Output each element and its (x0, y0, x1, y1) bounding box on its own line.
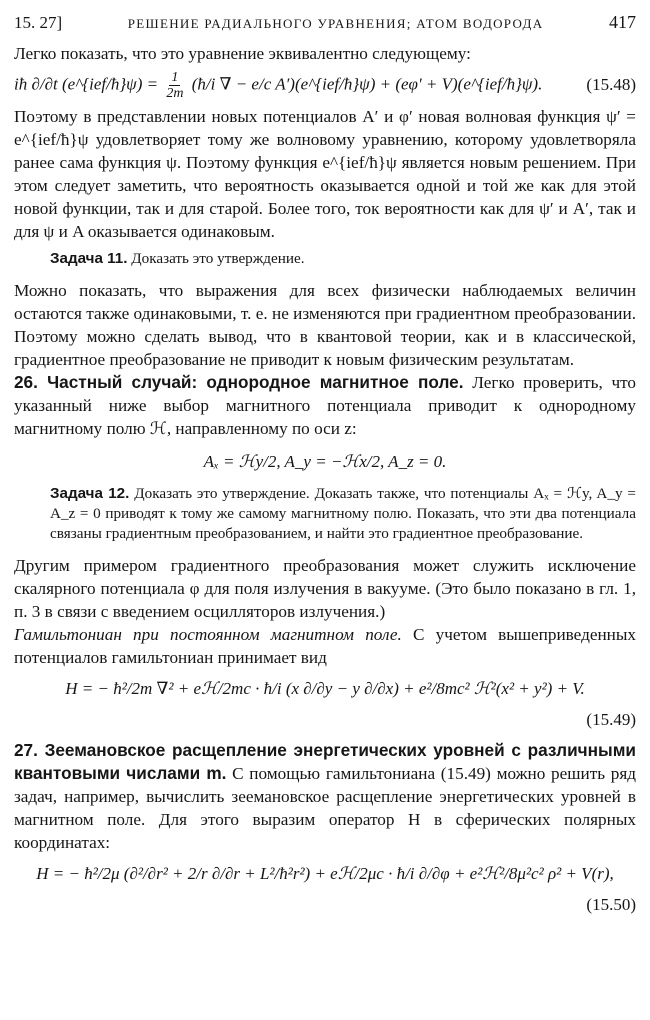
paragraph-2: Можно показать, что выражения для всех физически наблюдаемых величин остаются также одинаковыми, т. е. не изменяются при градиентном преобразовании. Поэтому можно сделать вывод, что в квантовой теории, как и в классической, градиентное преобразование не приводит к новым физическим результатам. (14, 281, 636, 369)
equation-potentials-body: Aₓ = ℋy/2, A_y = −ℋx/2, A_z = 0. (203, 452, 447, 471)
paragraph-1: Поэтому в представлении новых потенциалов A′ и φ′ новая волновая функция ψ′ = e^{ief/ħ}ψ удовлетворяет тому же волновому уравнению, которому удовлетворяла ранее сама функция ψ. Поэтому функция e^{ief/ħ}ψ является новым решением. При этом следует заметить, что вероятность оказывается одной и той же как для этой новой функции, так и для старой. Более того, ток вероятности как для ψ′ и A′, так и для ψ и A оказывается одинаковым. (14, 107, 636, 241)
equation-15-48-body (14, 70, 586, 101)
equation-15-49 (14, 669, 636, 709)
hamiltonian-paragraph (14, 623, 636, 669)
fraction-numerator: 1 (171, 69, 179, 85)
problem-12-text: Доказать это утверждение. Доказать также, что потенциалы Aₓ = ℋy, A_y = A_z = 0 приводят к тому же самому магнитному полю. Показать, что эти два потенциала связаны градиентным преобразованием, и найти это градиентное преобразование. (50, 485, 637, 542)
section-ref: 15. 27] (14, 13, 63, 32)
equation-number-15-49: (15.49) (586, 710, 636, 729)
equation-number-15-48: (15.48) (586, 75, 636, 94)
section-27-heading: 27. Зеемановское расщепление энергетических уровней с различными квантовыми числами m. (14, 740, 636, 783)
section-27 (14, 739, 636, 854)
equation-15-49-body: H = − ħ²/2m ∇² + eℋ/2mc · ħ/i (x ∂/∂y − y ∂/∂x) + e²/8mc² ℋ²(x² + y²) + V. (65, 679, 585, 698)
equation-15-48-fraction (164, 70, 185, 101)
running-title: РЕШЕНИЕ РАДИАЛЬНОГО УРАВНЕНИЯ; АТОМ ВОДОРОДА (127, 16, 544, 31)
fraction-denominator: 2m (166, 85, 184, 101)
equation-15-48-lhs: iħ ∂/∂t (e^{ief/ħ}ψ) = (14, 73, 159, 93)
hamiltonian-lead: Гамильтониан при постоянном магнитном поле. (14, 625, 402, 644)
problem-11 (14, 249, 636, 269)
intro-line: Легко показать, что это уравнение эквивалентно следующему: (14, 44, 471, 63)
equation-15-50-body: H = − ħ²/2μ (∂²/∂r² + 2/r ∂/∂r + L²/ħ²r²) + eℋ/2μc · ħ/i ∂/∂φ + e²ℋ²/8μ²c² ρ² + V(r), (36, 864, 614, 883)
equation-15-48-rhs: (ħ/i ∇ − e/c A′)(e^{ief/ħ}ψ) + (eφ′ + V)(e^{ief/ħ}ψ). (191, 73, 543, 93)
equation-15-48 (14, 65, 636, 105)
equation-potentials (14, 440, 636, 484)
problem-11-label: Задача 11. (50, 250, 128, 267)
section-26-heading: 26. Частный случай: однородное магнитное поле. (14, 372, 464, 392)
section-26-text: Легко проверить, что указанный ниже выбор магнитного потенциала приводит к однородному магнитному полю ℋ, направленному по оси z: (14, 373, 637, 438)
problem-12-label: Задача 12. (50, 485, 130, 502)
equation-15-50 (14, 854, 636, 894)
section-26 (14, 371, 636, 440)
page-number: 417 (608, 12, 636, 32)
hamiltonian-text: С учетом вышеприведенных потенциалов гамильтониан принимает вид (14, 625, 636, 667)
paragraph-3: Другим примером градиентного преобразования может служить исключение скалярного потенциала φ для поля излучения в вакууме. (Это было показано в гл. 1, п. 3 в связи с введением осцилляторов излучения.) (14, 556, 636, 621)
section-27-text: С помощью гамильтониана (15.49) можно решить ряд задач, например, вычислить зеемановское расщепление энергетических уровней в магнитном поле. Для этого выразим оператор H в сферических полярных координатах: (14, 764, 636, 852)
equation-number-15-50: (15.50) (586, 895, 636, 914)
problem-11-text: Доказать это утверждение. (131, 250, 305, 267)
problem-12 (14, 484, 636, 544)
running-header (14, 12, 636, 42)
